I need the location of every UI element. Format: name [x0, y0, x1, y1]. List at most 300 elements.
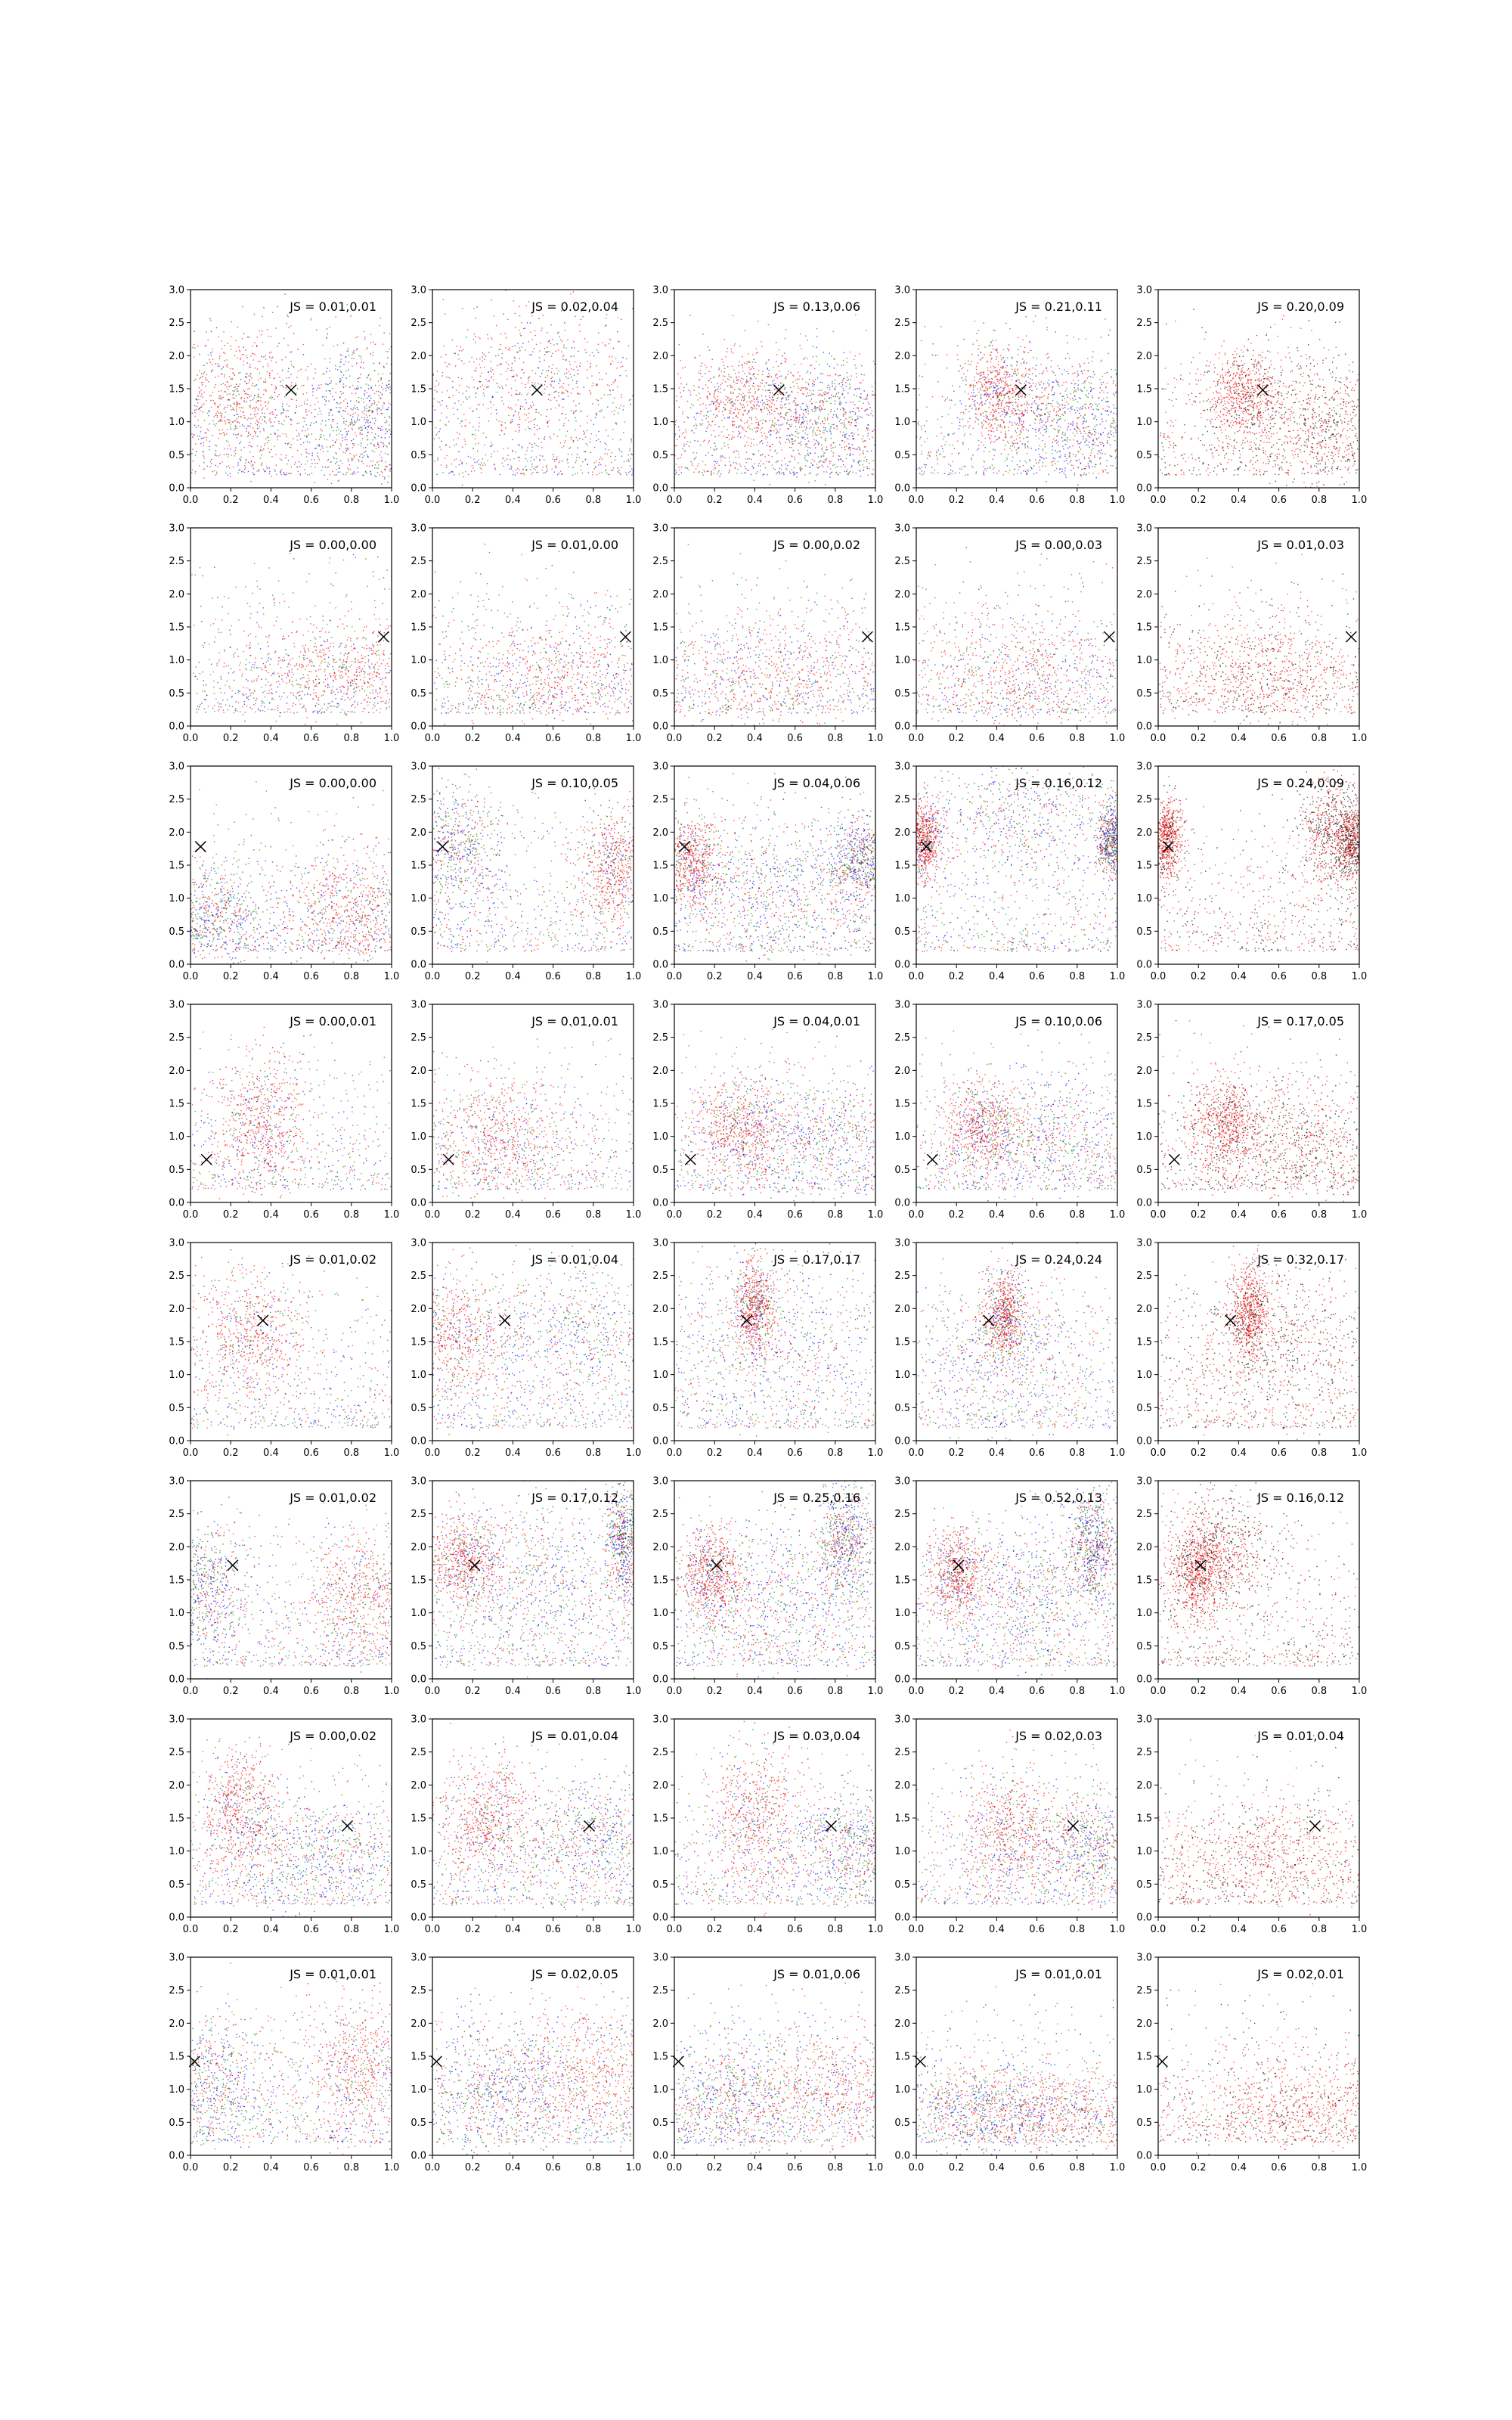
scatter-point: [816, 328, 817, 329]
scatter-point: [342, 473, 343, 474]
y-tick-label: 2.0: [169, 351, 184, 362]
scatter-point: [335, 463, 336, 464]
scatter-point: [782, 355, 783, 356]
scatter-point: [313, 378, 314, 379]
scatter-point: [356, 420, 357, 421]
scatter-point: [823, 453, 824, 454]
scatter-point: [246, 362, 247, 363]
scatter-point: [776, 453, 777, 454]
scatter-point: [390, 373, 391, 374]
scatter-point: [785, 415, 786, 416]
scatter-point: [378, 464, 379, 465]
scatter-point: [485, 379, 486, 380]
scatter-point: [668, 428, 669, 429]
scatter-point: [1071, 409, 1072, 410]
scatter-point: [542, 455, 543, 456]
scatter-point: [525, 402, 526, 403]
scatter-point: [520, 335, 521, 336]
scatter-point: [781, 398, 782, 399]
scatter-point: [801, 387, 802, 388]
scatter-point: [355, 393, 356, 394]
scatter-point: [622, 357, 623, 358]
scatter-point: [768, 373, 769, 374]
scatter-point: [472, 434, 473, 435]
scatter-point: [228, 422, 229, 423]
scatter-point: [458, 451, 459, 452]
scatter-point: [902, 399, 903, 400]
scatter-point: [380, 379, 381, 380]
scatter-point: [769, 370, 770, 371]
scatter-point: [317, 455, 318, 456]
scatter-point: [353, 350, 354, 351]
scatter-point: [274, 470, 275, 471]
scatter-point: [515, 313, 516, 314]
scatter-point: [203, 403, 204, 404]
scatter-point: [576, 381, 577, 382]
y-tick-label: 0.0: [169, 483, 184, 495]
scatter-point: [795, 405, 796, 406]
scatter-point: [812, 459, 813, 460]
scatter-point: [417, 434, 418, 435]
scatter-point: [237, 464, 238, 465]
scatter-point: [594, 447, 595, 448]
scatter-point: [269, 357, 270, 358]
scatter-point: [288, 416, 289, 417]
scatter-point: [662, 380, 663, 381]
scatter-point: [345, 385, 346, 386]
scatter-point: [836, 429, 837, 430]
scatter-point: [212, 370, 213, 371]
scatter-point: [397, 411, 398, 412]
scatter-point: [460, 460, 461, 461]
scatter-point: [465, 444, 466, 445]
scatter-point: [784, 418, 785, 419]
scatter-point: [269, 397, 270, 398]
scatter-point: [446, 465, 447, 466]
scatter-point: [299, 466, 300, 467]
scatter-point: [833, 331, 834, 332]
scatter-point: [1067, 439, 1068, 440]
scatter-point: [880, 417, 881, 418]
scatter-point: [576, 437, 577, 438]
scatter-point: [547, 426, 548, 427]
scatter-point: [297, 388, 298, 389]
scatter-point: [227, 359, 228, 360]
x-tick-label: 0.6: [545, 495, 561, 506]
y-tick-label: 1.5: [169, 384, 184, 396]
scatter-point: [723, 442, 724, 443]
scatter-point: [316, 389, 317, 390]
scatter-point: [540, 350, 541, 351]
scatter-point: [367, 390, 368, 391]
scatter-point: [740, 466, 741, 467]
scatter-point: [343, 421, 344, 422]
scatter-point: [885, 449, 886, 450]
scatter-point: [746, 376, 747, 377]
scatter-point: [503, 403, 504, 404]
scatter-point: [306, 452, 307, 453]
scatter-point: [328, 459, 329, 460]
scatter-point: [781, 401, 782, 402]
scatter-point: [281, 474, 282, 475]
scatter-point: [392, 445, 393, 446]
scatter-point: [227, 381, 228, 382]
scatter-point: [516, 390, 517, 391]
scatter-point: [692, 405, 693, 406]
scatter-point: [739, 393, 740, 394]
scatter-point: [378, 468, 379, 469]
scatter-point: [257, 421, 258, 422]
scatter-point: [765, 467, 766, 468]
scatter-point: [582, 316, 583, 317]
scatter-point: [520, 473, 521, 474]
scatter-point: [829, 389, 830, 390]
scatter-point: [462, 447, 463, 448]
scatter-point: [843, 415, 844, 416]
js-score-label: JS = 0.13,0.06: [773, 299, 860, 314]
scatter-point: [514, 357, 515, 358]
scatter-point: [778, 471, 779, 472]
scatter-point: [818, 456, 819, 457]
scatter-point: [748, 372, 749, 373]
scatter-point: [415, 431, 416, 432]
scatter-point: [839, 421, 840, 422]
x-tick-label: 0.0: [667, 495, 683, 506]
scatter-point: [431, 344, 432, 345]
scatter-point: [867, 394, 868, 395]
scatter-point: [337, 369, 338, 370]
scatter-point: [717, 396, 718, 397]
scatter-point: [535, 412, 536, 413]
scatter-point: [744, 396, 745, 397]
scatter-point: [459, 385, 460, 386]
scatter-point: [491, 299, 492, 300]
scatter-point: [441, 356, 442, 357]
scatter-point: [867, 468, 868, 469]
scatter-point: [839, 375, 840, 376]
scatter-point: [598, 404, 599, 405]
scatter-point: [294, 464, 295, 465]
scatter-point: [329, 377, 330, 378]
scatter-point: [731, 402, 732, 403]
scatter-point: [859, 460, 860, 461]
scatter-point: [375, 438, 376, 439]
scatter-point: [884, 405, 885, 406]
scatter-point: [476, 306, 477, 307]
scatter-point: [370, 342, 371, 343]
scatter-point: [341, 371, 342, 372]
scatter-point: [702, 461, 703, 462]
scatter-point: [769, 412, 770, 413]
scatter-point: [820, 431, 821, 432]
scatter-point: [386, 387, 387, 388]
scatter-point: [479, 338, 480, 339]
scatter-point: [748, 426, 749, 427]
scatter-point: [564, 423, 565, 424]
scatter-point: [732, 401, 733, 402]
scatter-point: [917, 427, 918, 428]
scatter-point: [191, 453, 192, 454]
scatter-point: [283, 386, 284, 387]
scatter-point: [708, 470, 709, 471]
scatter-point: [376, 409, 377, 410]
scatter-point: [761, 346, 762, 347]
scatter-point: [272, 397, 273, 398]
scatter-point: [257, 424, 258, 425]
scatter-point: [271, 358, 272, 359]
scatter-point: [198, 399, 199, 400]
scatter-point: [827, 417, 828, 418]
scatter-point: [554, 381, 555, 382]
scatter-point: [240, 379, 241, 380]
scatter-point: [811, 403, 812, 404]
scatter-point: [485, 355, 486, 356]
scatter-point: [612, 429, 613, 430]
scatter-point: [568, 384, 569, 385]
scatter-point: [765, 420, 766, 421]
scatter-point: [264, 445, 265, 446]
scatter-point: [562, 407, 563, 408]
scatter-point: [283, 433, 284, 434]
scatter-point: [367, 439, 368, 440]
scatter-point: [236, 351, 237, 352]
scatter-point: [236, 395, 237, 396]
scatter-point: [825, 502, 826, 503]
scatter-point: [442, 472, 443, 473]
scatter-point: [801, 468, 802, 469]
scatter-point: [527, 447, 528, 448]
scatter-point: [771, 430, 772, 431]
scatter-point: [316, 397, 317, 398]
scatter-point: [242, 338, 243, 339]
scatter-point: [762, 443, 763, 444]
scatter-point: [567, 431, 568, 432]
scatter-point: [862, 464, 863, 465]
scatter-point: [577, 386, 578, 387]
scatter-point: [474, 470, 475, 471]
scatter-point: [583, 430, 584, 431]
scatter-point: [263, 430, 264, 431]
scatter-point: [239, 394, 240, 395]
scatter-point: [282, 385, 283, 386]
scatter-point: [746, 361, 747, 362]
scatter-point: [458, 400, 459, 401]
scatter-point: [465, 441, 466, 442]
scatter-point: [350, 453, 351, 454]
scatter-point: [445, 354, 446, 355]
scatter-point: [194, 412, 195, 413]
scatter-point: [834, 383, 835, 384]
scatter-point: [399, 388, 400, 389]
scatter-point: [535, 418, 536, 419]
scatter-point: [346, 434, 347, 435]
scatter-point: [563, 445, 564, 446]
scatter-point: [685, 367, 686, 368]
y-tick-label: 0.0: [411, 483, 426, 495]
scatter-point: [386, 421, 387, 422]
scatter-point: [201, 389, 202, 390]
scatter-point: [347, 406, 348, 407]
scatter-point: [241, 449, 242, 450]
scatter-point: [369, 409, 370, 410]
scatter-point: [719, 375, 720, 376]
scatter-point: [737, 436, 738, 437]
scatter-point: [703, 415, 704, 416]
scatter-point: [360, 367, 361, 368]
scatter-point: [374, 417, 375, 418]
scatter-point: [724, 376, 725, 377]
scatter-point: [791, 419, 792, 420]
scatter-point: [315, 439, 316, 440]
scatter-point: [388, 454, 389, 455]
scatter-point: [748, 389, 749, 390]
scatter-point: [202, 396, 203, 397]
scatter-point: [203, 437, 204, 438]
scatter-point: [374, 393, 375, 394]
scatter-point: [324, 358, 325, 359]
scatter-point: [447, 390, 448, 391]
scatter-point: [301, 454, 302, 455]
scatter-point: [744, 384, 745, 385]
scatter-point: [265, 389, 266, 390]
scatter-point: [866, 408, 867, 409]
scatter-point: [839, 456, 840, 457]
scatter-point: [817, 377, 818, 378]
scatter-point: [235, 425, 236, 426]
scatter-point: [798, 379, 799, 380]
scatter-point: [705, 455, 706, 456]
scatter-point: [221, 433, 222, 434]
scatter-point: [864, 446, 865, 447]
scatter-point: [713, 403, 714, 404]
scatter-point: [351, 419, 352, 420]
scatter-point: [888, 418, 889, 419]
scatter-point: [433, 367, 434, 368]
scatter-point: [456, 444, 457, 445]
scatter-point: [720, 455, 721, 456]
scatter-point: [843, 409, 844, 410]
scatter-point: [375, 464, 376, 465]
scatter-point: [480, 381, 481, 382]
scatter-point: [883, 433, 884, 434]
scatter-point: [226, 365, 227, 366]
scatter-point: [351, 459, 352, 460]
scatter-point: [772, 422, 773, 423]
scatter-point: [591, 433, 592, 434]
scatter-point: [810, 462, 811, 463]
scatter-point: [291, 382, 292, 383]
scatter-point: [352, 409, 353, 410]
scatter-point: [280, 413, 281, 414]
scatter-point: [866, 428, 867, 429]
scatter-point: [365, 447, 366, 448]
scatter-point: [821, 448, 822, 449]
scatter-point: [795, 408, 796, 409]
scatter-point: [702, 388, 703, 389]
scatter-point: [777, 413, 778, 414]
scatter-point: [374, 423, 375, 424]
scatter-point: [389, 436, 390, 437]
scatter-point: [876, 404, 877, 405]
scatter-point: [320, 436, 321, 437]
scatter-point: [683, 387, 684, 388]
scatter-point: [274, 446, 275, 447]
scatter-point: [553, 456, 554, 457]
scatter-point: [892, 350, 893, 351]
scatter-point: [269, 377, 270, 378]
scatter-point: [802, 438, 803, 439]
scatter-point: [891, 369, 892, 370]
scatter-point: [230, 368, 231, 369]
scatter-point: [1064, 470, 1065, 471]
scatter-point: [551, 381, 552, 382]
scatter-point: [570, 293, 571, 294]
scatter-point: [696, 452, 697, 453]
scatter-point: [742, 414, 743, 415]
scatter-point: [262, 342, 263, 343]
scatter-point: [385, 453, 386, 454]
scatter-point: [405, 405, 406, 406]
scatter-point: [571, 368, 572, 369]
scatter-point: [303, 442, 304, 443]
scatter-point: [742, 393, 743, 394]
scatter-point: [216, 455, 217, 456]
scatter-point: [463, 476, 464, 477]
scatter-point: [839, 403, 840, 404]
scatter-point: [716, 415, 717, 416]
scatter-point: [192, 413, 193, 414]
scatter-point: [258, 394, 259, 395]
scatter-point: [756, 352, 757, 353]
scatter-point: [236, 414, 237, 415]
scatter-point: [732, 386, 733, 387]
scatter-point: [208, 354, 209, 355]
scatter-point: [454, 402, 455, 403]
scatter-point: [818, 395, 819, 396]
scatter-point: [738, 431, 739, 432]
scatter-point: [476, 358, 477, 359]
scatter-point: [403, 383, 404, 384]
scatter-point: [381, 451, 382, 452]
scatter-point: [386, 517, 387, 518]
scatter-point: [791, 416, 792, 417]
scatter-point: [345, 474, 346, 475]
scatter-point: [478, 404, 479, 405]
scatter-point: [685, 450, 686, 451]
scatter-point: [551, 355, 552, 356]
y-tick-label: 2.0: [411, 351, 426, 362]
scatter-point: [505, 347, 506, 348]
scatter-point: [441, 449, 442, 450]
scatter-point: [208, 381, 209, 382]
scatter-point: [732, 438, 733, 439]
scatter-point: [857, 448, 858, 449]
scatter-point: [740, 437, 741, 438]
scatter-point: [735, 409, 736, 410]
scatter-point: [214, 470, 215, 471]
scatter-point: [255, 408, 256, 409]
scatter-point: [484, 463, 485, 464]
scatter-point: [251, 446, 252, 447]
scatter-point: [526, 414, 527, 415]
scatter-point: [754, 428, 755, 429]
scatter-point: [803, 410, 804, 411]
scatter-point: [797, 472, 798, 473]
scatter-point: [243, 346, 244, 347]
scatter-point: [796, 383, 797, 384]
scatter-point: [280, 385, 281, 386]
scatter-point: [555, 465, 556, 466]
